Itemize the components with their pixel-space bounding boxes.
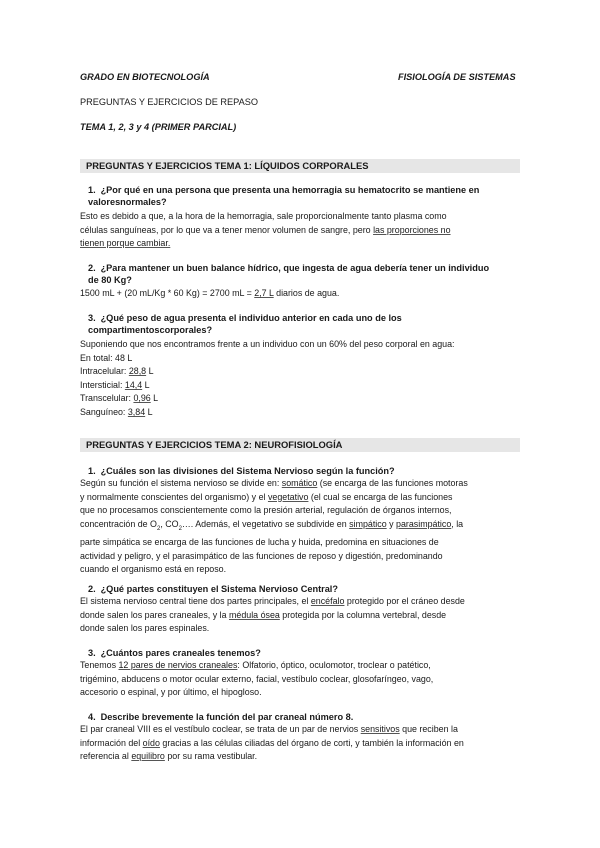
answer-line: información del oído gracias a las células ciliadas del órgano de corti, y también la información en [80, 737, 464, 748]
question-text-cont: valoresnormales? [88, 197, 167, 207]
answer-t2-q2 [80, 595, 520, 636]
subject-title: FISIOLOGÍA DE SISTEMAS [398, 72, 516, 82]
answer-line: Suponiendo que nos encontramos frente a un individuo con un 60% del peso corporal en agua: [80, 339, 455, 349]
question-text: ¿Por qué en una persona que presenta una hemorragia su hematocrito se mantiene en [100, 185, 480, 195]
question-t1-q1 [88, 184, 520, 208]
answer-line: trigémino, abducens o motor ocular externo, facial, vestíbulo coclear, glosofaríngeo, vago, [80, 673, 434, 684]
answer-line: donde salen los pares espinales. [80, 623, 210, 634]
answer-t1-q3 [80, 338, 520, 420]
question-number: 3. [88, 648, 96, 658]
water-interstitial: Intersticial: 14,4 L [80, 379, 150, 390]
water-transcellular: Transcelular: 0,96 L [80, 393, 159, 404]
answer-line: accesorio o espinal, y por último, el hipogloso. [80, 687, 262, 698]
answer-line: tienen porque cambiar. [80, 238, 171, 249]
question-text: ¿Qué partes constituyen el Sistema Nervioso Central? [100, 584, 338, 594]
answer-line: que no procesamos conscientemente como la presión arterial, regulación de órganos internos, [80, 505, 452, 516]
water-blood: Sanguíneo: 3,84 L [80, 406, 153, 417]
document-subtitle: PREGUNTAS Y EJERCICIOS DE REPASO [80, 97, 259, 107]
question-t2-q1 [88, 465, 520, 477]
answer-line: 1500 mL + (20 mL/Kg * 60 Kg) = 2700 mL = 2,7 L diarios de agua. [80, 288, 340, 298]
question-text: ¿Para mantener un buen balance hídrico, que ingesta de agua debería tener un individuo [100, 263, 490, 273]
question-number: 3. [88, 313, 96, 323]
answer-line: actividad y peligro, y el parasimpático de las funciones de reposo y digestión, predominando [80, 550, 443, 561]
question-t2-q3 [88, 647, 520, 659]
answer-line: Según su función el sistema nervioso se divide en: somático (se encarga de las funciones motoras [80, 478, 468, 488]
answer-t2-q3 [80, 659, 520, 700]
answer-line: concentración de $O_2$, $CO_2\dots$. Además, el vegetativo se subdivide en simpático y parasimpático, la [80, 518, 464, 532]
question-number: 2. [88, 584, 96, 594]
question-text: Describe brevemente la función del par craneal número 8. [100, 712, 354, 722]
answer-line: Esto es debido a que, a la hora de la hemorragia, sale proporcionalmente tanto plasma como [80, 211, 447, 221]
question-text: ¿Cuántos pares craneales tenemos? [100, 648, 261, 658]
answer-line: referencia al equilibro por su rama vestibular. [80, 751, 258, 762]
question-text: ¿Qué peso de agua presenta el individuo anterior en cada uno de los [100, 313, 402, 323]
answer-t2-q1 [80, 477, 520, 577]
answer-line: cuando el organismo está en reposo. [80, 564, 227, 575]
question-t2-q4 [88, 711, 520, 723]
water-intracellular: Intracelular: 28,8 L [80, 366, 154, 377]
answer-line: El sistema nervioso central tiene dos partes principales, el encéfalo protegido por el cráneo desde [80, 596, 465, 606]
answer-line: parte simpática se encarga de las funciones de lucha y huida, predomina en situaciones de [80, 537, 439, 548]
question-t1-q2 [88, 262, 520, 286]
tema-title: TEMA 1, 2, 3 y 4 (PRIMER PARCIAL) [80, 122, 237, 132]
question-number: 4. [88, 712, 96, 722]
answer-line: Tenemos 12 pares de nervios craneales: Olfatorio, óptico, oculomotor, troclear o patético, [80, 660, 431, 670]
answer-t1-q1 [80, 210, 520, 251]
answer-t1-q2 [80, 287, 520, 301]
answer-line: El par craneal VIII es el vestíbulo coclear, se trata de un par de nervios sensitivos que reciben la [80, 724, 458, 734]
question-text-cont: de 80 Kg? [88, 275, 132, 285]
question-text-cont: compartimentoscorporales? [88, 325, 213, 335]
section-heading-tema1: PREGUNTAS Y EJERCICIOS TEMA 1: LÍQUIDOS CORPORALES [80, 159, 520, 173]
water-total: En total: 48 L [80, 352, 133, 363]
question-number: 1. [88, 466, 96, 476]
section-heading-tema2: PREGUNTAS Y EJERCICIOS TEMA 2: NEUROFISIOLOGÍA [80, 438, 520, 452]
question-number: 1. [88, 185, 96, 195]
answer-line: células sanguíneas, por lo que va a tener menor volumen de sangre, pero las proporciones no [80, 224, 451, 235]
question-t1-q3 [88, 312, 520, 336]
question-text: ¿Cuáles son las divisiones del Sistema Nervioso según la función? [100, 466, 395, 476]
question-number: 2. [88, 263, 96, 273]
degree-title: GRADO EN BIOTECNOLOGÍA [80, 72, 210, 82]
answer-line: donde salen los pares craneales, y la médula ósea protegida por la columna vertebral, desde [80, 609, 447, 620]
answer-line: y normalmente conscientes del organismo) y el vegetativo (el cual se encarga de las funciones [80, 491, 453, 502]
answer-t2-q4 [80, 723, 520, 764]
question-t2-q2 [88, 583, 520, 595]
